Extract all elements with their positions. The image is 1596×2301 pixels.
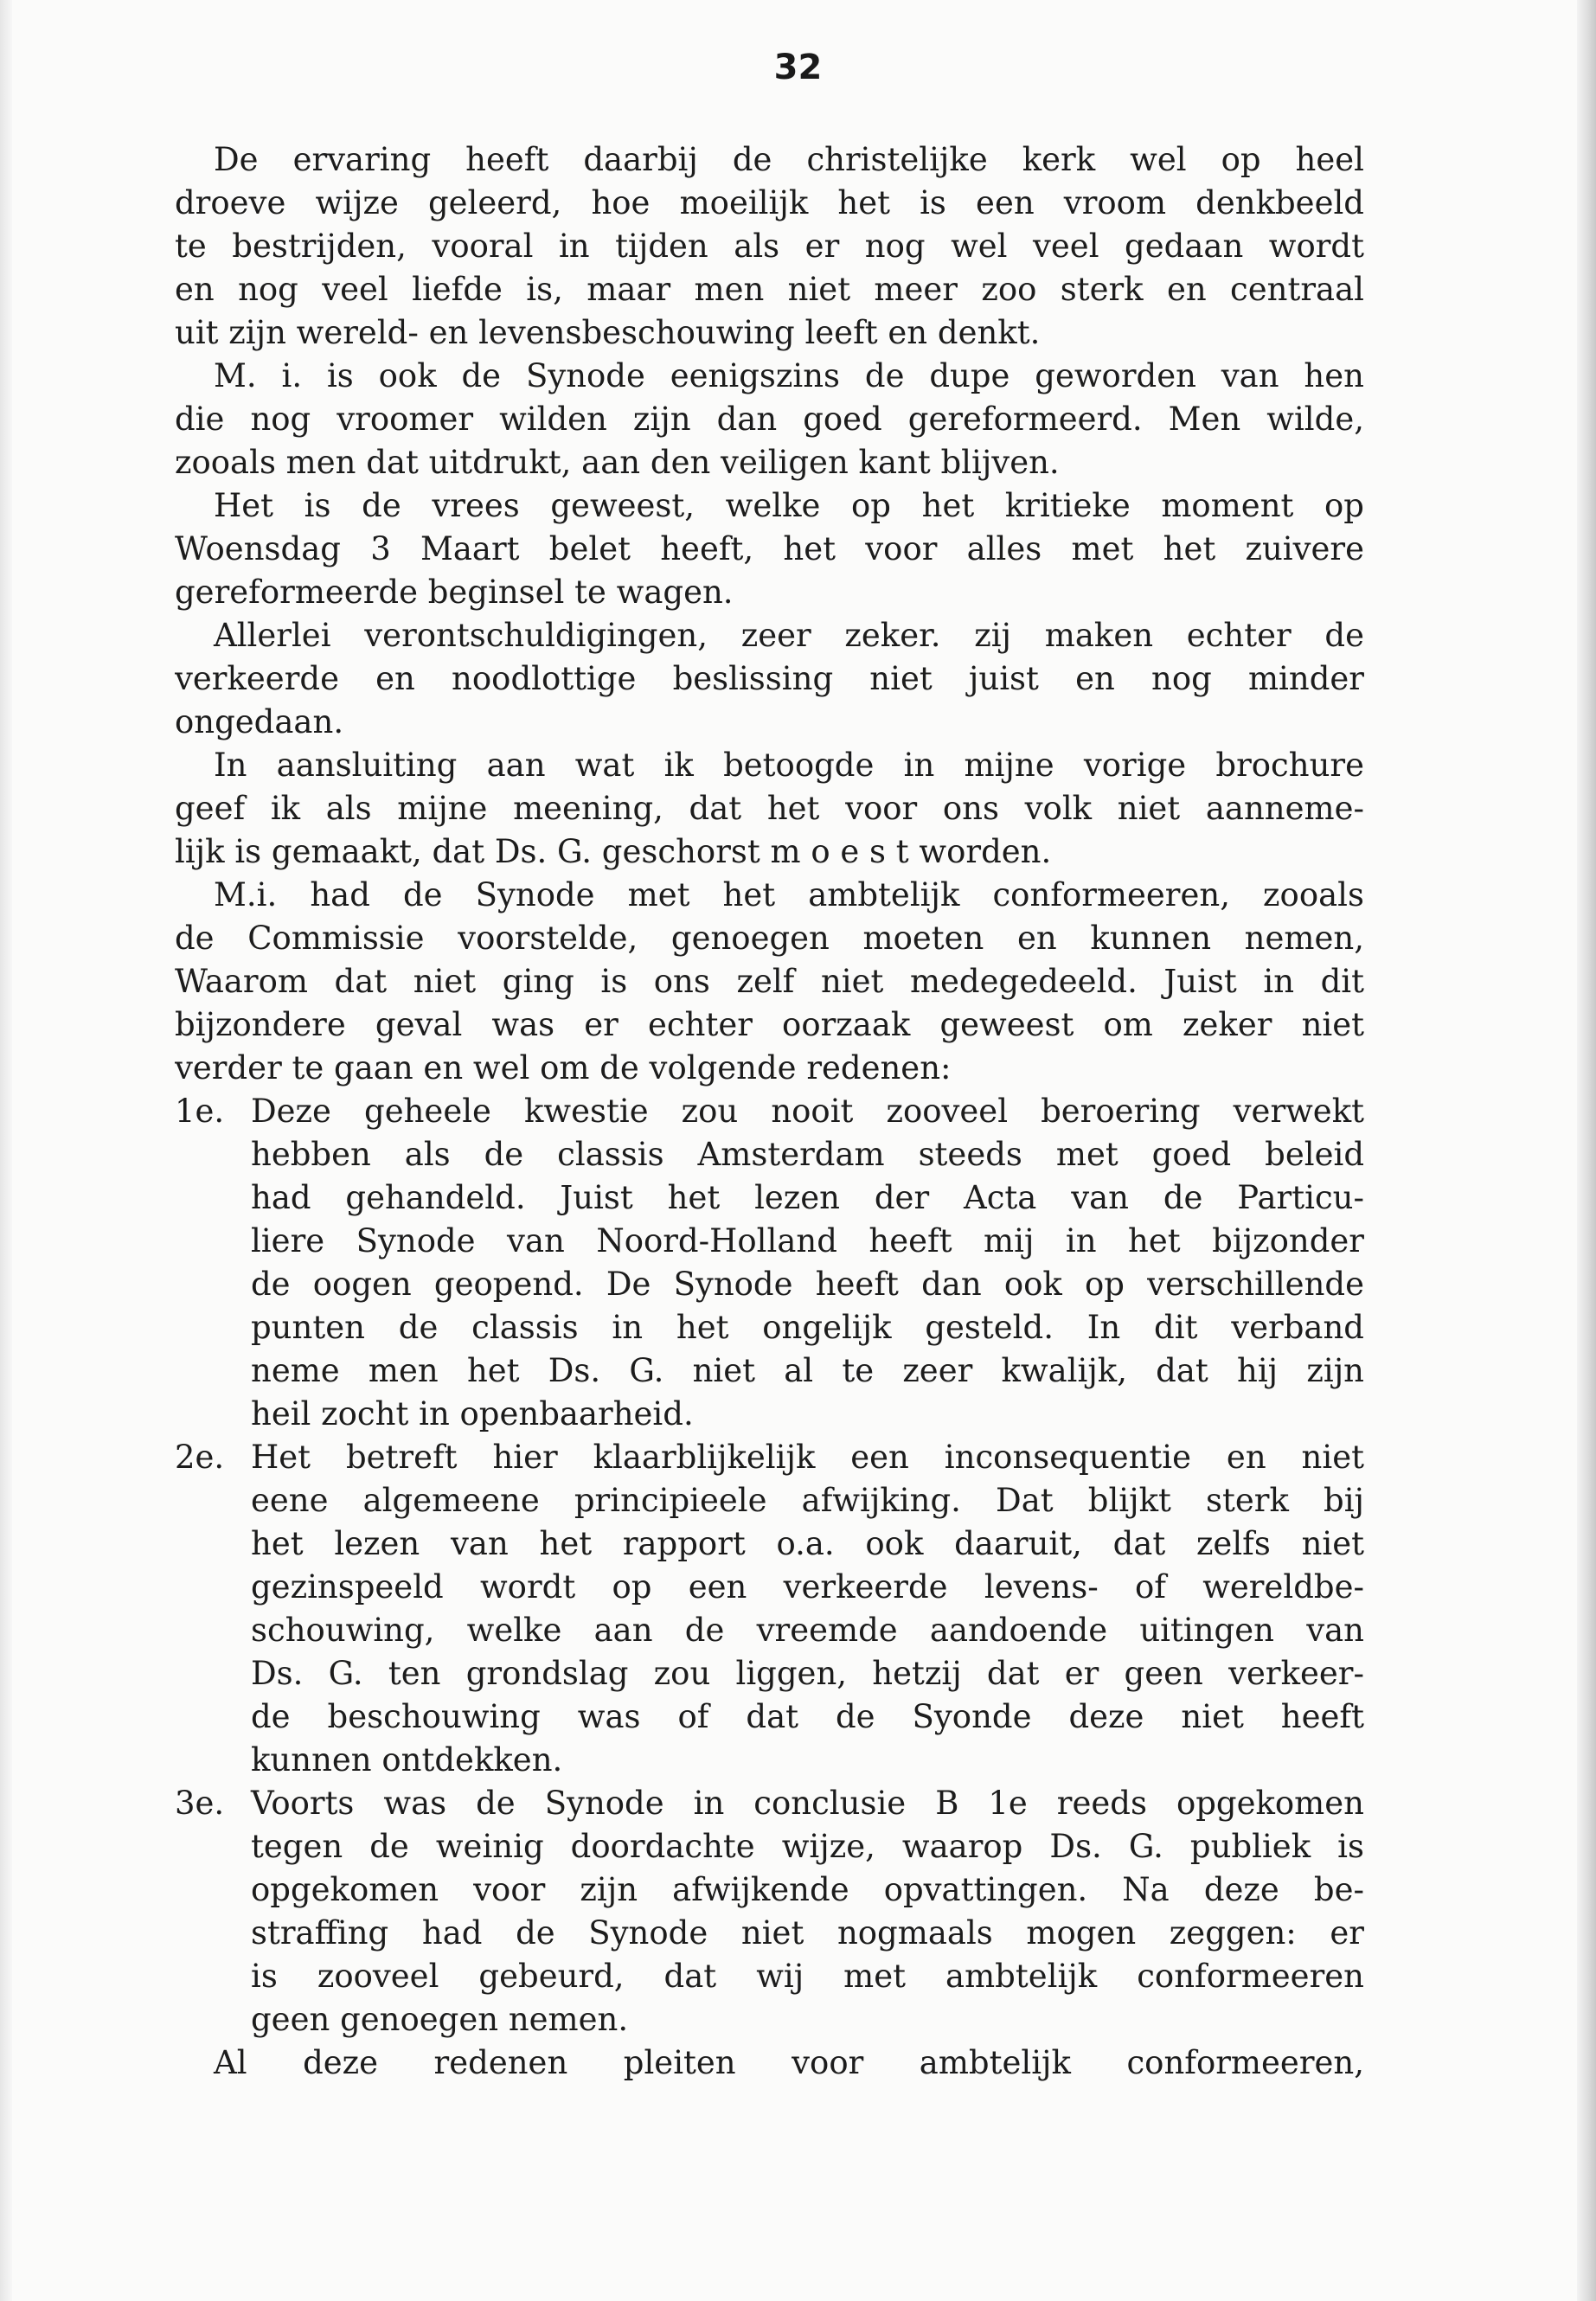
text-line: In aansluiting aan wat ik betoogde in mijne vorige brochure [214,747,1364,784]
text-line: verkeerde en noodlottige beslissing niet juist en nog minder [175,660,1364,697]
text-line: uit zijn wereld- en levensbeschouwing leeft en denkt. [175,314,1041,351]
page-number: 32 [773,48,823,87]
text-line: lijk is gemaakt, dat Ds. G. geschorst m o e s t worden. [175,833,1052,870]
item-number: 3e. [175,1785,225,1822]
text-line: M.i. had de Synode met het ambtelijk conformeeren, zooals [214,876,1364,913]
text-line: Deze geheele kwestie zou nooit zooveel beroering verwekt [251,1093,1364,1130]
text-line: heil zocht in openbaarheid. [251,1395,694,1433]
text-line: Allerlei verontschuldigingen, zeer zeker. zij maken echter de [214,617,1364,654]
text-line: ongedaan. [175,703,344,740]
text-line: te bestrijden, vooral in tijden als er nog wel veel gedaan wordt [175,228,1364,265]
text-line: hebben als de classis Amsterdam steeds met goed beleid [251,1136,1364,1173]
text-line: punten de classis in het ongelijk gesteld. In dit verband [251,1309,1364,1346]
text-line: eene algemeene principieele afwijking. Dat blijkt sterk bij [251,1482,1364,1519]
text-line: liere Synode van Noord-Holland heeft mij in het bijzonder [251,1222,1364,1259]
paragraph [175,355,1364,484]
text-line: droeve wijze geleerd, hoe moeilijk het is een vroom denkbeeld [175,184,1364,221]
text-line: zooals men dat uitdrukt, aan den veiligen kant blijven. [175,444,1060,481]
text-line: het lezen van het rapport o.a. ook daaruit, dat zelfs niet [251,1525,1364,1562]
text-line: Voorts was de Synode in conclusie B 1e reeds opgekomen [251,1785,1364,1822]
page-left-edge-shadow [0,0,12,2301]
item-number: 1e. [175,1093,225,1130]
text-line: de beschouwing was of dat de Syonde deze niet heeft [251,1698,1364,1735]
body-text [175,138,1364,2085]
paragraph [175,744,1364,874]
text-line: Ds. G. ten grondslag zou liggen, hetzij dat er geen verkeer- [251,1655,1364,1692]
page-right-edge-shadow [1577,0,1596,2301]
numbered-item [175,1782,1364,2041]
text-line: Waarom dat niet ging is ons zelf niet medegedeeld. Juist in dit [175,963,1364,1000]
text-line: opgekomen voor zijn afwijkende opvattingen. Na deze be- [251,1871,1364,1908]
item-number: 2e. [175,1439,225,1476]
text-line: straffing had de Synode niet nogmaals mogen zeggen: er [251,1914,1364,1952]
text-line: en nog veel liefde is, maar men niet meer zoo sterk en centraal [175,271,1364,308]
text-line: gereformeerde beginsel te wagen. [175,574,734,611]
text-line: is zooveel gebeurd, dat wij met ambtelijk conformeeren [251,1958,1364,1995]
text-line: Al deze redenen pleiten voor ambtelijk conformeeren, [214,2044,1364,2081]
text-line: Woensdag 3 Maart belet heeft, het voor alles met het zuivere [175,530,1364,567]
text-line: die nog vroomer wilden zijn dan goed gereformeerd. Men wilde, [175,401,1364,438]
text-line: gezinspeeld wordt op een verkeerde levens- of wereldbe- [251,1568,1364,1606]
text-line: geen genoegen nemen. [251,2001,629,2038]
paragraph [175,614,1364,744]
numbered-item [175,1090,1364,1436]
paragraph [175,138,1364,355]
text-line: Het betreft hier klaarblijkelijk een inconsequentie en niet [251,1439,1364,1476]
text-line: M. i. is ook de Synode eenigszins de dupe geworden van hen [214,357,1364,394]
paragraph [175,874,1364,1090]
text-line: had gehandeld. Juist het lezen der Acta van de Particu- [251,1179,1364,1216]
paragraph [175,2041,1364,2085]
numbered-item [175,1436,1364,1782]
text-line: verder te gaan en wel om de volgende redenen: [175,1049,952,1086]
text-line: bijzondere geval was er echter oorzaak geweest om zeker niet [175,1006,1364,1043]
text-line: kunnen ontdekken. [251,1741,563,1779]
text-line: de oogen geopend. De Synode heeft dan ook op verschillende [251,1266,1364,1303]
text-line: geef ik als mijne meening, dat het voor ons volk niet aanneme- [175,790,1364,827]
text-line: de Commissie voorstelde, genoegen moeten en kunnen nemen, [175,920,1364,957]
text-line: schouwing, welke aan de vreemde aandoende uitingen van [251,1612,1364,1649]
text-line: neme men het Ds. G. niet al te zeer kwalijk, dat hij zijn [251,1352,1364,1389]
text-line: tegen de weinig doordachte wijze, waarop Ds. G. publiek is [251,1828,1364,1865]
paragraph [175,484,1364,614]
text-line: Het is de vrees geweest, welke op het kritieke moment op [214,487,1364,524]
text-line: De ervaring heeft daarbij de christelijke kerk wel op heel [214,141,1364,178]
